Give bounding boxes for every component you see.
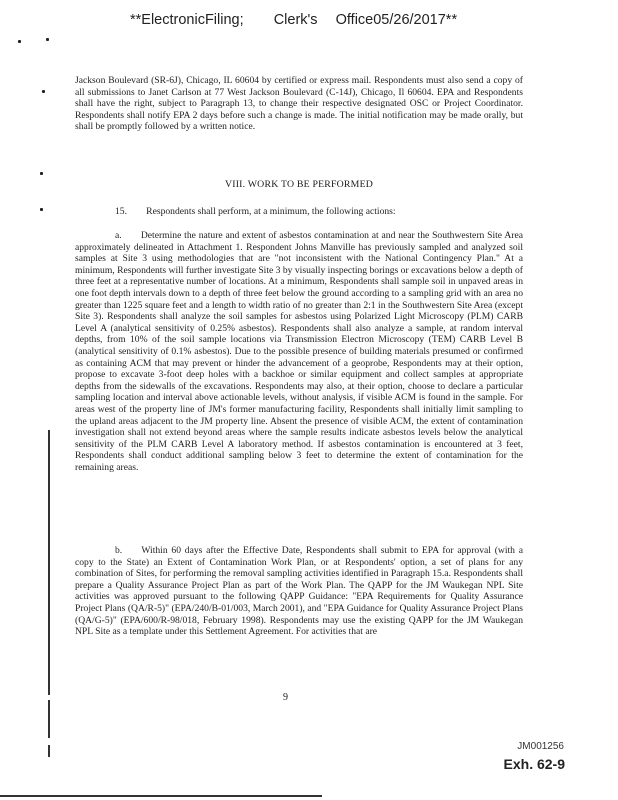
left-margin-line — [48, 430, 50, 695]
scan-speck — [42, 90, 45, 93]
section-heading: VIII. WORK TO BE PERFORMED — [224, 179, 374, 190]
scan-speck — [46, 38, 49, 41]
exhibit-label: Exh. 62-9 — [503, 756, 565, 772]
left-margin-line-lower — [48, 700, 50, 738]
paragraph-15b: b. Within 60 days after the Effective Date, Respondents shall submit to EPA for approval (with a copy to the State) an Extent of Contamination Work Plan, or at Respondents' option, a set of plans for any combination of Sites, for performing the removal sampling activities identified in Paragraph 15.a. Respondents shall prepare a Quality Assurance Project Plan as part of the Work Plan. The QAPP for the JM Waukegan NPL Site activities was approved pursuant to the following QAPP Guidance: "EPA Requirements for Quality Assurance Project Plans (QA/R-5)" (EPA/240/B-01/003, March 2001), and "EPA Guidance for Quality Assurance Project Plans (QA/G-5)" (EPA/600/R-98/018, February 1998). Respondents may use the existing QAPP for the JM Waukegan NPL Site as a template under this Settlement Agreement. For activities that are — [75, 545, 523, 638]
page-number: 9 — [283, 692, 288, 703]
scan-speck — [18, 40, 21, 43]
header-office: Office05/26/2017** — [335, 12, 458, 28]
paragraph-15: 15. Respondents shall perform, at a minimum, the following actions: — [115, 206, 396, 217]
header-filing: **ElectronicFiling; — [130, 12, 244, 28]
left-margin-tick — [48, 745, 50, 757]
bates-number: JM001256 — [517, 741, 564, 752]
header-clerk: Clerk's — [273, 12, 318, 28]
electronic-filing-header — [130, 12, 550, 28]
bottom-edge-line — [0, 795, 322, 797]
continuation-paragraph: Jackson Boulevard (SR-6J), Chicago, IL 60604 by certified or express mail. Respondents must also send a copy of all submissions to Janet Carlson at 77 West Jackson Boulevard (C-14J), Chicago, Il 60604. EPA and Respondents shall have the right, subject to Paragraph 13, to change their respective designated OSC or Project Coordinator. Respondents shall notify EPA 2 days before such a change is made. The initial notification may be made orally, but shall be promptly followed by a written notice. — [75, 75, 523, 133]
scan-speck — [40, 172, 43, 175]
scan-speck — [40, 208, 43, 211]
paragraph-15a: a. Determine the nature and extent of asbestos contamination at and near the Southwestern Site Area approximately delineated in Attachment 1. Respondent Johns Manville has previously sampled and analyzed soil samples at Site 3 using methodologies that are "not inconsistent with the National Contingency Plan." At a minimum, Respondents will further investigate Site 3 by visually inspecting borings or excavations below a depth of three feet at a representative number of locations. At a minimum, Respondents shall sample soil in unpaved areas in one foot depth intervals down to a depth of three feet below the ground according to a sampling grid with an area no greater than 1225 square feet and a length to width ratio of no greater than 2:1 in the Southwestern Site Area (except Site 3). Respondents shall analyze the soil samples for asbestos using Polarized Light Microscopy (PLM) CARB Level A (analytical sensitivity of 0.25% asbestos). Respondents shall also analyze a sample, at random interval depths, from 10% of the soil sample locations via Transmission Electron Microscopy (TEM) CARB Level B (analytical sensitivity of 0.1% asbestos). Due to the possible presence of building materials presumed or confirmed as containing ACM that may prevent or hinder the advancement of a geoprobe, Respondents may at their option, propose to excavate 3-foot deep holes with a backhoe or similar equipment and collect samples at appropriate depths from the sidewalls of the excavations. Respondents may also, at their option, choose to declare a particular sampling location and interval above actionable levels, without analysis, if visible ACM is found in the sample. For areas west of the property line of JM's former manufacturing facility, Respondents shall initially limit sampling to the upland areas adjacent to the JM property line. Absent the presence of visible ACM, the extent of contamination investigation shall not extend beyond areas where the sample results indicate asbestos levels below the analytical sensitivity of the PLM CARB Level A laboratory method. If asbestos contamination is encountered at 3 feet, Respondents shall conduct additional sampling below 3 feet to determine the extent of contamination for the remaining areas. — [75, 230, 523, 473]
